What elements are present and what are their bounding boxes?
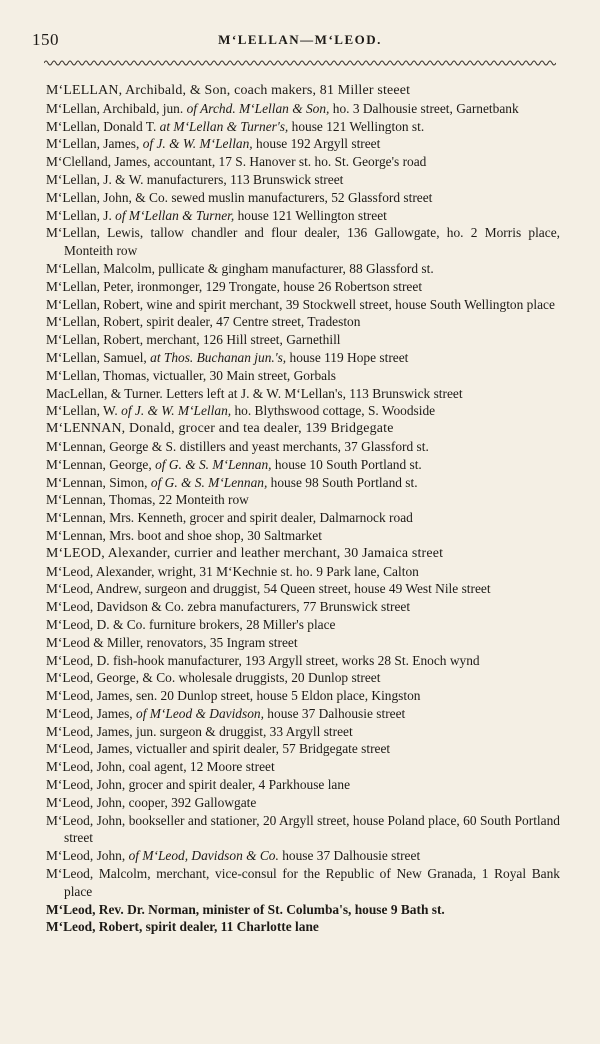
directory-entry [46,438,560,456]
page-number: 150 [32,30,59,49]
entry-text: M‘Leod, James, [46,705,136,721]
entry-text: M‘Leod, John, cooper, 392 Gallowgate [46,794,257,810]
entry-text: M‘Lellan, Archibald, jun. [46,100,187,116]
directory-entry [46,402,560,420]
directory-entry [46,634,560,652]
directory-entry [46,331,560,349]
entry-text: M‘Leod, Andrew, surgeon and druggist, 54 Queen street, house 49 West Nile street [46,581,491,597]
directory-entry [46,580,560,598]
entry-text: house 37 Dalhousie street [263,705,406,721]
entry-firm-reference: at M‘Lellan & Turner's, [159,118,289,134]
entry-text: M‘Leod, James, sen. 20 Dunlop street, house 5 Eldon place, Kingston [46,688,421,704]
directory-entry [46,135,560,153]
directory-entry [46,794,560,812]
entry-text: M‘Lellan, Robert, spirit dealer, 47 Centre street, Tradeston [46,314,361,330]
entry-text: M‘Leod, John, grocer and spirit dealer, 4 Parkhouse lane [46,777,351,793]
entry-text: M‘Lellan, Thomas, victualler, 30 Main street, Gorbals [46,367,337,383]
entry-text: M‘Leod, Davidson & Co. zebra manufacturers, 77 Brunswick street [46,599,411,615]
entry-text: M‘Leod, Rev. Dr. Norman, minister of St. Columba's, house 9 Bath st. [46,901,445,917]
entry-text: M‘LENNAN, Donald, grocer and tea dealer, 139 Bridgegate [46,421,394,437]
directory-entry [46,847,560,865]
entry-text: M‘Leod, Alexander, wright, 31 M‘Kechnie st. ho. 9 Park lane, Calton [46,563,419,579]
entry-firm-reference: of Archd. M‘Lellan & Son, [186,100,330,116]
directory-entry [46,171,560,189]
entry-firm-reference: of M‘Leod, Davidson & Co. [128,848,279,864]
directory-entry [46,82,560,100]
entry-text: M‘Lellan, John, & Co. sewed muslin manufacturers, 52 Glassford street [46,189,433,205]
entry-text: M‘Leod, John, [46,848,129,864]
entry-firm-reference: of J. & W. M‘Lellan, [121,403,232,419]
entry-text: M‘Leod, Malcolm, merchant, vice-consul for the Republic of New Granada, 1 Royal Bank place [46,866,560,899]
directory-entry [46,118,560,136]
directory-entry [46,687,560,705]
entry-text: M‘Leod, John, coal agent, 12 Moore street [46,759,275,775]
entry-text: M‘Lellan, James, [46,136,143,152]
entry-text: M‘Lennan, Thomas, 22 Monteith row [46,492,249,508]
entry-text: M‘Leod, James, victualler and spirit dealer, 57 Bridgegate street [46,741,391,757]
wavy-rule-ornament [44,58,556,68]
directory-entry [46,527,560,545]
directory-entry [46,705,560,723]
directory-entry [46,669,560,687]
entry-text: M‘Leod, George, & Co. wholesale druggists, 20 Dunlop street [46,670,381,686]
directory-entry [46,367,560,385]
entry-text: ho. 3 Dalhousie street, Garnetbank [329,100,519,116]
entry-text: M‘Lennan, George, [46,456,156,472]
entry-text: M‘Leod, Robert, spirit dealer, 11 Charlotte lane [46,919,319,935]
entry-firm-reference: of M‘Lellan & Turner, [115,207,235,223]
entry-text: M‘Lellan, Malcolm, pullicate & gingham manufacturer, 88 Glassford st. [46,260,434,276]
entry-text: ho. Blythswood cottage, S. Woodside [231,403,436,419]
entry-text: house 119 Hope street [286,349,409,365]
entry-text: M‘Lellan, Robert, merchant, 126 Hill street, Garnethill [46,332,341,348]
directory-entries [46,82,560,936]
entry-text: M‘Leod, James, jun. surgeon & druggist, 33 Argyll street [46,723,353,739]
entry-text: M‘Leod & Miller, renovators, 35 Ingram street [46,634,298,650]
directory-entry [46,385,560,403]
entry-text: house 98 South Portland st. [267,474,418,490]
entry-text: M‘Leod, D. fish-hook manufacturer, 193 Argyll street, works 28 St. Enoch wynd [46,652,480,668]
entry-firm-reference: of J. & W. M‘Lellan, [142,136,253,152]
directory-entry [46,901,560,919]
entry-text: M‘LEOD, Alexander, currier and leather merchant, 30 Jamaica street [46,545,444,561]
directory-entry [46,723,560,741]
directory-entry [46,740,560,758]
entry-text: house 10 South Portland st. [271,456,422,472]
entry-firm-reference: of G. & S. M‘Lennan, [155,456,272,472]
directory-entry [46,652,560,670]
wavy-rule-line [44,61,556,65]
directory-entry [46,224,560,260]
entry-text: M‘Lennan, George & S. distillers and yeast merchants, 37 Glassford st. [46,438,429,454]
directory-entry [46,296,560,314]
directory-entry [46,313,560,331]
directory-entry [46,420,560,438]
directory-entry [46,563,560,581]
entry-firm-reference: of G. & S. M‘Lennan, [150,474,268,490]
directory-entry [46,260,560,278]
directory-entry [46,598,560,616]
directory-entry [46,776,560,794]
entry-text: M‘Lennan, Simon, [46,474,151,490]
entry-text: M‘Lennan, Mrs. boot and shoe shop, 30 Saltmarket [46,527,322,543]
running-head: M‘LELLAN—M‘LEOD. [218,32,382,47]
directory-entry [46,349,560,367]
entry-text: M‘Lellan, Robert, wine and spirit merchant, 39 Stockwell street, house South Wellington place [46,296,555,312]
directory-entry [46,616,560,634]
entry-text: M‘Lellan, Donald T. [46,118,160,134]
directory-entry [46,207,560,225]
directory-entry [46,491,560,509]
directory-entry [46,918,560,936]
directory-entry [46,812,560,848]
entry-text: M‘Lennan, Mrs. Kenneth, grocer and spirit dealer, Dalmarnock road [46,510,413,526]
entry-firm-reference: of M‘Leod & Davidson, [136,705,264,721]
entry-firm-reference: at Thos. Buchanan jun.'s, [150,349,287,365]
entry-text: M‘Lellan, J. [46,207,116,223]
directory-entry [46,758,560,776]
entry-text: MacLellan, & Turner. Letters left at J. & W. M‘Lellan's, 113 Brunswick street [46,385,463,401]
entry-text: M‘Leod, D. & Co. furniture brokers, 28 Miller's place [46,616,336,632]
directory-entry [46,456,560,474]
page-header [32,30,568,54]
entry-text: M‘Lellan, W. [46,403,122,419]
directory-entry [46,153,560,171]
entry-text: house 121 Wellington st. [288,118,425,134]
directory-entry [46,189,560,207]
directory-entry [46,100,560,118]
entry-text: M‘LELLAN, Archibald, & Son, coach makers, 81 Miller steeet [46,83,411,98]
entry-text: M‘Lellan, Samuel, [46,349,151,365]
entry-text: house 192 Argyll street [252,136,381,152]
entry-text: M‘Lellan, Peter, ironmonger, 129 Trongate, house 26 Robertson street [46,278,423,294]
entry-text: house 37 Dalhousie street [278,848,421,864]
directory-entry [46,474,560,492]
entry-text: house 121 Wellington street [234,207,387,223]
entry-text: M‘Clelland, James, accountant, 17 S. Hanover st. ho. St. George's road [46,154,427,170]
directory-entry [46,865,560,901]
entry-text: M‘Lellan, J. & W. manufacturers, 113 Brunswick street [46,171,344,187]
directory-entry [46,278,560,296]
entry-text: M‘Leod, John, bookseller and stationer, 20 Argyll street, house Poland place, 60 South Portland street [46,812,560,846]
directory-entry [46,509,560,527]
directory-entry [46,545,560,563]
entry-text: M‘Lellan, Lewis, tallow chandler and flour dealer, 136 Gallowgate, ho. 2 Morris place, Monteith row [46,225,560,259]
